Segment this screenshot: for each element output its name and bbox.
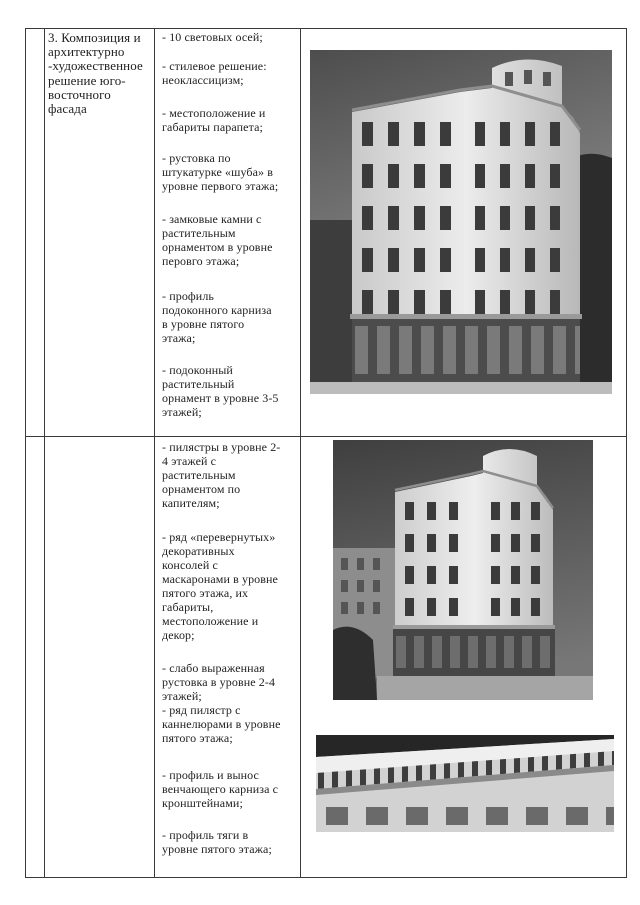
facade-photo-street xyxy=(333,440,593,700)
table-right-rule xyxy=(626,28,627,878)
requirement-item: - рустовка по штукатурке «шуба» в уровне первого этажа; xyxy=(162,151,279,193)
table-column-rule xyxy=(300,28,301,878)
requirement-item: - подоконный растительный орнамент в уровне 3-5 этажей; xyxy=(162,363,279,419)
requirement-item: - стилевое решение: неоклассицизм; xyxy=(162,59,267,87)
trees xyxy=(333,627,377,700)
requirement-item: - профиль и вынос венчающего карниза с кронштейнами; xyxy=(162,768,279,810)
cornice-photo xyxy=(316,735,614,832)
section-title: 3. Композиция и архитектурно -художественное решение юго- восточного фасада xyxy=(48,30,143,117)
ground xyxy=(310,382,612,394)
requirement-item: - слабо выраженная рустовка в уровне 2-4 этажей; xyxy=(162,661,276,703)
ground xyxy=(377,676,593,700)
neighbor-building xyxy=(310,220,354,394)
table-column-rule xyxy=(154,28,155,878)
window-heads xyxy=(316,807,614,832)
requirement-item: - замковые камни с растительным орнаментом в уровне перовго этажа; xyxy=(162,212,273,268)
table-row-divider xyxy=(25,436,627,437)
requirement-item: - 10 световых осей; xyxy=(162,30,263,44)
table-left-rule xyxy=(25,28,26,878)
requirement-item: - ряд «перевернутых» декоративных консолей с маскаронами в уровне пятого этажа, их габариты, местоположение и декор; xyxy=(162,530,278,642)
requirement-item: - профиль подоконного карниза в уровне пятого этажа; xyxy=(162,289,272,345)
facade-photo-main xyxy=(310,50,612,394)
table-column-rule xyxy=(44,28,45,878)
requirement-item: - ряд пилястр с каннелюрами в уровне пятого этажа; xyxy=(162,703,281,745)
requirement-item: - пилястры в уровне 2- 4 этажей с растительным орнаментом по капителям; xyxy=(162,440,281,510)
table-top-rule xyxy=(25,28,627,29)
requirement-item: - профиль тяги в уровне пятого этажа; xyxy=(162,828,272,856)
requirement-item: - местоположение и габариты парапета; xyxy=(162,106,266,134)
table-bottom-rule xyxy=(25,877,627,878)
building xyxy=(350,59,582,382)
